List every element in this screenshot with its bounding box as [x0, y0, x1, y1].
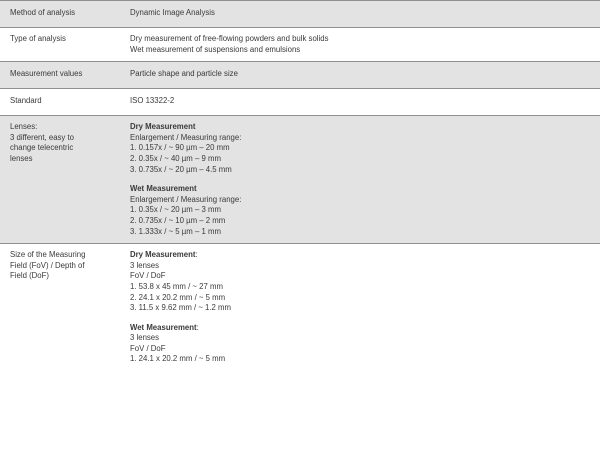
list-item: 3. 11.5 x 9.62 mm / ~ 1.2 mm [130, 303, 232, 313]
row-label: Measurement values [10, 69, 83, 79]
label-line: Lenses: [10, 122, 38, 132]
label-line: lenses [10, 153, 33, 163]
label-line: 3 different, easy to [10, 132, 75, 142]
dry-measurement-block [130, 250, 590, 314]
list-item: 2. 24.1 x 20.2 mm / ~ 5 mm [130, 292, 226, 302]
list-item: 1. 0.157x / ~ 90 µm – 20 mm [130, 143, 230, 153]
fov-dof-header: FoV / DoF [130, 343, 166, 353]
label-line: Field (FoV) / Depth of [10, 260, 85, 270]
row-label: Standard [10, 96, 42, 106]
row-label: Method of analysis [10, 8, 76, 17]
label-line: Size of the Measuring [10, 250, 86, 260]
list-item: 2. 0.35x / ~ 40 µm – 9 mm [130, 153, 221, 163]
row-label: Type of analysis [10, 34, 66, 43]
wet-measurement-block [130, 323, 590, 365]
table-row-fov-dof [0, 244, 600, 371]
row-label [0, 244, 122, 371]
block-title-line [130, 323, 590, 334]
value-line: Dry measurement of free-flowing powders and bulk solids [130, 34, 329, 43]
row-value [122, 28, 600, 61]
table-row-type [0, 28, 600, 62]
dry-measurement-block [130, 122, 590, 175]
list-item: 1. 53.8 x 45 mm / ~ 27 mm [130, 281, 223, 291]
block-subtitle: Enlargement / Measuring range: [130, 132, 242, 142]
value-line: Wet measurement of suspensions and emulsions [130, 44, 301, 54]
wet-measurement-block [130, 184, 590, 237]
block-title: Wet Measurement [130, 184, 197, 194]
lens-count: 3 lenses [130, 260, 160, 270]
block-title: Dry Measurement [130, 250, 196, 260]
row-value: ISO 13322-2 [130, 96, 175, 106]
block-title-line [130, 250, 590, 261]
list-item: 3. 0.735x / ~ 20 µm – 4.5 mm [130, 164, 232, 174]
block-subtitle: Enlargement / Measuring range: [130, 194, 242, 204]
block-title: Wet Measurement [130, 322, 197, 332]
list-item: 2. 0.735x / ~ 10 µm – 2 mm [130, 215, 226, 225]
block-title: Dry Measurement [130, 122, 196, 132]
table-row-standard [0, 89, 600, 116]
label-line: change telecentric [10, 143, 74, 153]
table-row-lenses [0, 116, 600, 244]
row-value [122, 116, 600, 243]
title-suffix: : [196, 322, 199, 332]
row-value [122, 244, 600, 371]
title-suffix: : [195, 250, 198, 260]
row-label [0, 116, 122, 243]
lens-count: 3 lenses [130, 333, 160, 343]
row-value: Particle shape and particle size [130, 69, 238, 79]
fov-dof-header: FoV / DoF [130, 271, 166, 281]
list-item: 1. 0.35x / ~ 20 µm – 3 mm [130, 205, 221, 215]
label-line: Field (DoF) [10, 271, 49, 281]
list-item: 1. 24.1 x 20.2 mm / ~ 5 mm [130, 354, 226, 364]
row-value: Dynamic Image Analysis [130, 8, 215, 17]
table-row-method [0, 1, 600, 28]
list-item: 3. 1.333x / ~ 5 µm – 1 mm [130, 226, 221, 236]
table-row-measurement-values [0, 62, 600, 89]
